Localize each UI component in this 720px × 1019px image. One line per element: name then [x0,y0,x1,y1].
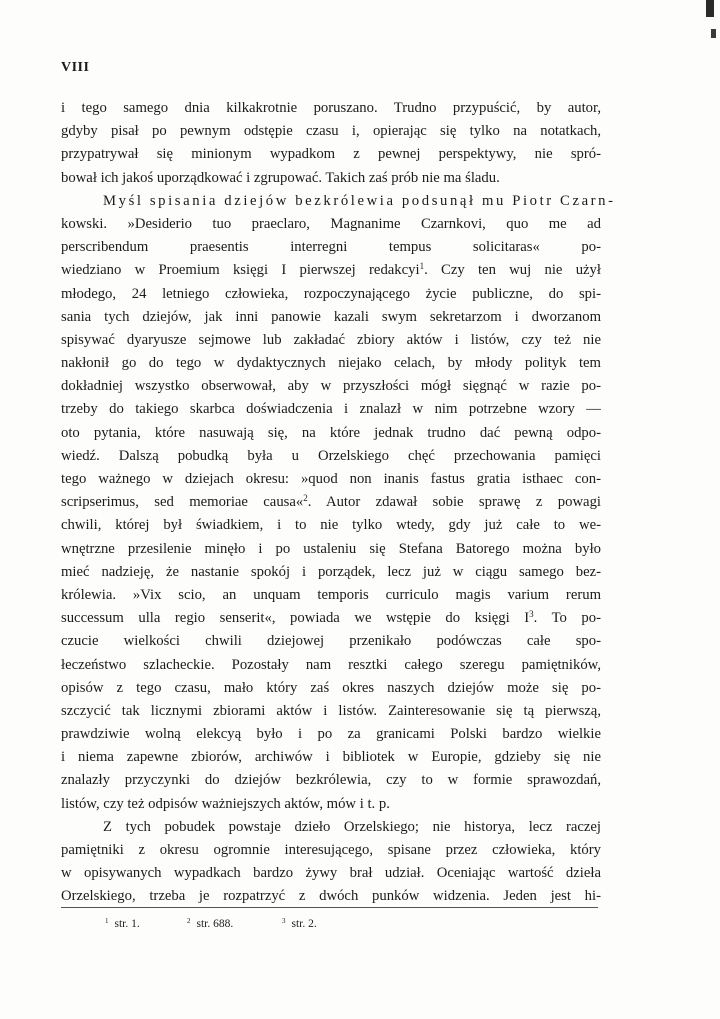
text-line-content: szczycić tak licznymi zbiorami aktów i listów. Zainteresowanie się tą pierwszą, [61,702,601,719]
text-line [61,793,601,816]
footnote-rule [61,907,598,908]
text-line-content: w opisywanych wypadkach bardzo żywy brał udział. Oceniając wartość dzieła [61,865,601,882]
text-line [61,514,601,537]
footnote-mark: 1 [105,917,109,925]
text-line [61,190,616,213]
text-line [61,143,601,166]
text-line-continuation: . Autor zdawał sobie sprawę z powagi [307,494,601,511]
text-line-content: oto pytania, które nasuwają się, na które jednak trudno dać pewną odpo- [61,424,601,441]
text-line [61,538,601,561]
text-line [61,839,601,862]
text-line [61,283,601,306]
text-line-content: scripserimus, sed memoriae causa« [61,494,304,511]
footnote [282,918,317,930]
text-line-content: prawdziwie wolną elekcyą było i po za granicami Polski bardzo wielkie [61,726,601,743]
text-line-content: i niema zapewne zbiorów, archiwów i bibliotek w Europie, gdzieby się nie [61,749,601,766]
text-line-continuation: . Czy ten wuj nie użył [424,262,601,279]
text-line-content: Myśl spisania dziejów bezkrólewia podsunął mu Piotr Czarn- [103,192,616,209]
text-line [61,630,601,653]
text-line-content: spisywać dyaryusze sejmowe lub zakładać zbiory aktów i listów, czy też nie [61,331,601,348]
text-line-content: czucie wielkości chwili dziejowej przenikało podówczas całe spo- [61,633,601,650]
footnote-reference: 1 [419,261,425,272]
footnote-reference: 2 [303,493,308,504]
footnote-text: str. 1. [114,918,140,930]
text-line [61,422,601,445]
text-line-content: bował ich jakoś uporządkować i zgrupować. Takich zaś prób nie ma śladu. [61,169,500,186]
scan-edge-mark [706,0,714,17]
text-line [61,468,601,491]
text-line [61,862,601,885]
text-line-content: i tego samego dnia kilkakrotnie poruszano. Trudno przypuścić, by autor, [61,100,601,116]
text-line [61,700,601,723]
text-line [61,607,601,630]
footnote-text: str. 688. [196,918,234,930]
text-line [61,167,601,190]
text-line [61,213,601,236]
text-line-content: wiedź. Dalszą pobudką była u Orzelskiego chęć przechowania pamięci [61,447,601,464]
text-line-content: wnętrzne przesilenie minęło i po ustaleniu się Stefana Batorego można było [61,540,601,557]
footnote-reference: 3 [529,609,534,620]
text-line-content: łeczeństwo szlacheckie. Pozostały nam resztki całego szeregu pamiętników, [61,656,601,673]
text-line-content: listów, czy też odpisów ważniejszych aktów, mów i t. p. [61,795,390,812]
text-line-content: sania tych dziejów, jak inni panowie kazali swym sekretarzom i dworzanom [61,308,601,325]
footnote-text: str. 2. [291,918,317,930]
page-number: VIII [61,60,90,75]
text-line [61,445,601,468]
footnote [187,918,282,930]
text-line-continuation: . To po- [533,610,602,627]
footnote-mark: 2 [187,917,191,925]
text-line-content: nakłonił go do tego w dydaktycznych niejako celach, by młody polityk tem [61,355,601,372]
text-line [61,306,601,329]
footnotes [105,918,317,930]
body-text [61,97,616,909]
text-line-content: kowski. »Desiderio tuo praeclaro, Magnanime Czarnkovi, quo me ad [61,215,601,232]
footnote-mark: 3 [282,917,286,925]
text-line [61,491,601,514]
text-line [61,816,601,839]
text-line-content: młodego, 24 letniego człowieka, rozpoczynającego życie publiczne, do spi- [61,285,601,302]
text-line-content: tego ważnego w dziejach okresu: »quod non inanis fastus gratia isthaec con- [61,471,601,487]
text-line-content: przypatrywał się minionym wypadkom z pewnej perspektywy, nie spró- [61,146,601,163]
text-line-content: wiedziano w Proemium księgi I pierwszej redakcyi [61,262,420,279]
text-line [61,746,601,769]
text-line [61,723,601,746]
text-line-content: pamiętniki z okresu ogromnie interesującego, spisane przez człowieka, który [61,842,601,858]
text-line [61,259,601,282]
text-line [61,352,601,375]
text-line [61,885,601,908]
text-line-content: perscribendum praesentis interregni tempus solicitaras« po- [61,239,601,256]
text-line-content: mieć nadzieję, że nastanie spokój i porządek, lecz już w ciągu samego bez- [61,563,601,580]
text-line [61,236,601,259]
text-line-content: chwili, której był świadkiem, i to nie tylko wtedy, gdy już całe to we- [61,517,601,534]
scan-edge-tick [711,29,716,38]
text-line [61,677,601,700]
text-line-content: successum ulla regio senserit«, powiada we wstępie do księgi I [61,610,530,627]
text-line-content: trzeby do takiego skarbca doświadczenia i znalazł w nim potrzebne wzory — [61,401,601,418]
text-line-content: dokładniej wszystko obserwował, aby w przyszłości mógł sięgnąć w razie po- [61,378,601,395]
footnote [105,918,187,930]
text-line [61,398,601,421]
text-line [61,329,601,352]
text-line [61,375,601,398]
text-line [61,584,601,607]
text-line [61,97,601,120]
text-line [61,120,601,143]
text-line-content: znalazły przyczynki do dziejów bezkrólewia, czy to w formie sprawozdań, [61,772,601,789]
text-line-content: opisów z tego czasu, mało który zaś okres naszych dziejów może się po- [61,679,601,696]
text-line-content: Orzelskiego, trzeba je rozpatrzyć z dwóch punków widzenia. Jeden jest hi- [61,888,601,905]
text-line [61,654,601,677]
text-line-content: gdyby pisał po pewnym odstępie czasu i, opierając się tylko na notatkach, [61,123,601,140]
text-line-content: Z tych pobudek powstaje dzieło Orzelskiego; nie historya, lecz raczej [103,818,601,835]
text-line-content: królewia. »Vix scio, an unquam temporis curriculo magis varium rerum [61,586,601,603]
text-line [61,769,601,792]
text-line [61,561,601,584]
